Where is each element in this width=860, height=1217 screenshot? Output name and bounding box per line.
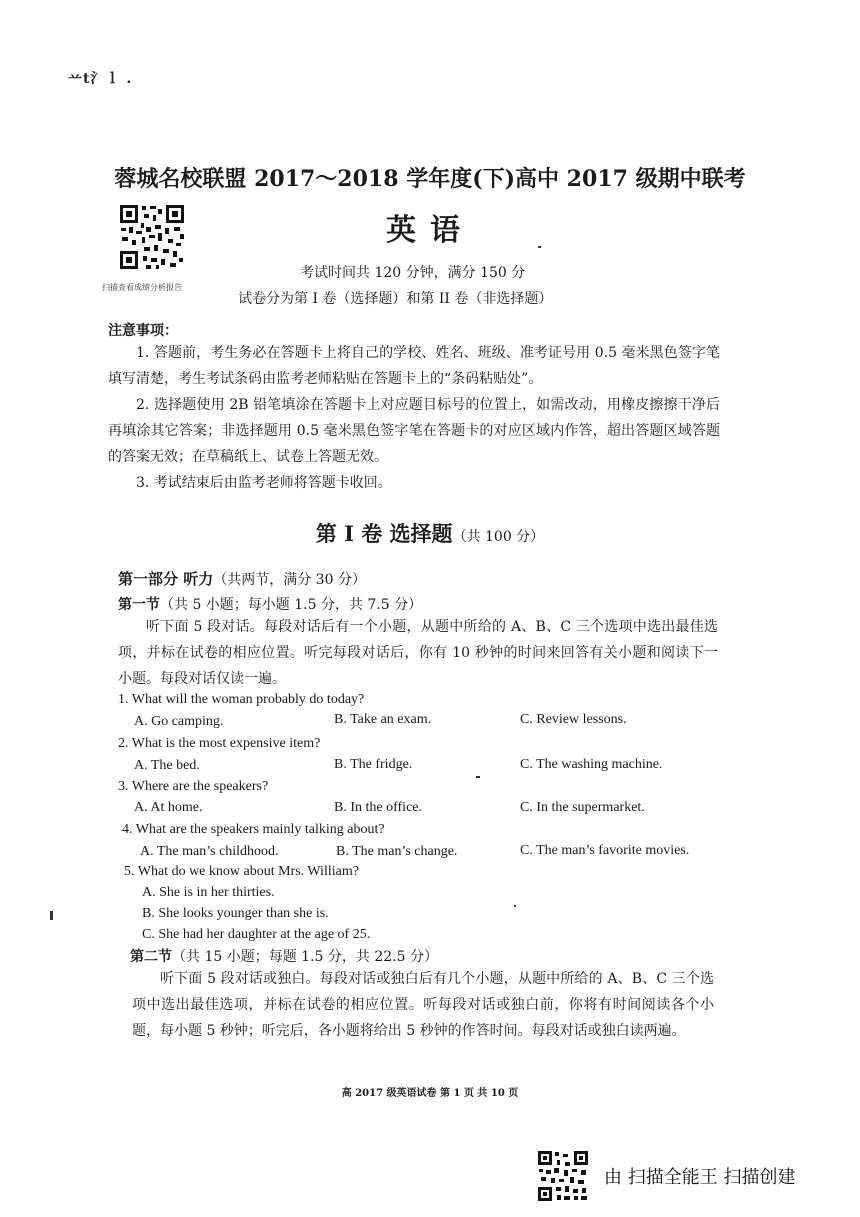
q1-option-c: C. Review lessons.: [520, 712, 627, 727]
sub1-name: 第一节: [118, 597, 160, 613]
q3-option-c: C. In the supermarket.: [520, 800, 645, 815]
part1-title-text: 第 I 卷 选择题: [315, 521, 453, 546]
question-5: 5. What do we know about Mrs. William?: [124, 864, 359, 879]
part1-title: [0, 518, 860, 548]
notice-item-1: 1. 答题前，考生务必在答题卡上将自己的学校、姓名、班级、准考证号用 0.5 毫米黑色签字笔填写清楚，考生考试条码由监考老师粘贴在答题卡上的“条码粘贴处”。: [108, 345, 720, 387]
question-2: 2. What is the most expensive item?: [118, 736, 321, 751]
scan-speck: [50, 911, 53, 920]
scan-speck: [476, 776, 480, 778]
notice-item-2: 2. 选择题使用 2B 铅笔填涂在答题卡上对应题目标号的位置上，如需改动，用橡皮擦擦干净后再填涂其它答案；非选择题用 0.5 毫米黑色签字笔在答题卡的对应区域内作答，超出答题区域答题的答案无效；在草稿纸上、试卷上答题无效。: [108, 397, 720, 465]
sub1-instructions: 听下面 5 段对话。每段对话后有一个小题，从题中所给的 A、B、C 三个选项中选出最佳选项，并标在试卷的相应位置。听完每段对话后，你有 10 秒钟的时间来回答有关小题和阅读下一小题。每段对话仅读一遍。: [118, 619, 718, 687]
top-handwritten-mark: 䒑t氵ｌ .: [68, 71, 133, 87]
q5-option-a: A. She is in her thirties.: [142, 885, 275, 900]
q4-option-b: B. The man’s change.: [336, 844, 458, 859]
scanner-watermark: 由 扫描全能王 扫描创建: [604, 1167, 796, 1188]
q2-option-b: B. The fridge.: [334, 757, 413, 772]
page-footer: 高 2017 级英语试卷 第 1 页 共 10 页: [341, 1088, 519, 1099]
exam-title: 蓉城名校联盟 2017～2018 学年度(下)高中 2017 级期中联考: [114, 166, 746, 192]
sub1-title: [118, 594, 422, 614]
exam-sections-line: 试卷分为第 I 卷（选择题）和第 II 卷（非选择题）: [238, 291, 553, 307]
sub2-instructions: 听下面 5 段对话或独白。每段对话或独白后有几个小题，从题中所给的 A、B、C 三个选项中选出最佳选项，并标在试卷的相应位置。听每段对话或独白前，你将有时间阅读各个小题，每小题 5 秒钟；听完后，各小题将给出 5 秒钟的作答时间。每段对话或独白读两遍。: [132, 971, 714, 1039]
question-3: 3. Where are the speakers?: [118, 779, 269, 794]
scanner-qr-icon: [537, 1150, 589, 1202]
scan-speck: [514, 905, 516, 907]
listening-section-title: [118, 568, 366, 589]
q1-option-b: B. Take an exam.: [334, 712, 432, 727]
q2-option-a: A. The bed.: [134, 758, 200, 773]
notice-item-3: 3. 考试结束后由监考老师将答题卡收回。: [136, 475, 392, 491]
q5-option-b: B. She looks younger than she is.: [142, 906, 329, 921]
question-1: 1. What will the woman probably do today?: [118, 692, 365, 707]
exam-subject: 英语: [386, 213, 474, 248]
q3-option-a: A. At home.: [134, 800, 203, 815]
exam-time-line: 考试时间共 120 分钟，满分 150 分: [300, 265, 526, 281]
sub2-name: 第二节: [130, 949, 172, 965]
sub2-title: [130, 946, 438, 966]
qr-caption: 扫描查看成绩分析报告: [102, 283, 182, 292]
q3-option-b: B. In the office.: [334, 800, 422, 815]
sub2-note: （共 15 小题；每题 1.5 分，共 22.5 分）: [172, 949, 438, 965]
listening-section-name: 第一部分 听力: [118, 570, 214, 588]
q4-option-c: C. The man’s favorite movies.: [520, 843, 690, 858]
sub1-note: （共 5 小题；每小题 1.5 分，共 7.5 分）: [160, 597, 423, 613]
part1-score: （共 100 分）: [452, 529, 545, 545]
question-4: 4. What are the speakers mainly talking about?: [122, 822, 385, 837]
q1-option-a: A. Go camping.: [134, 714, 224, 729]
q2-option-c: C. The washing machine.: [520, 757, 663, 772]
listening-section-note: （共两节，满分 30 分）: [213, 572, 366, 588]
notice-heading: 注意事项：: [108, 323, 178, 339]
q4-option-a: A. The man’s childhood.: [140, 844, 279, 859]
q5-option-c: C. She had her daughter at the age of 25.: [142, 927, 371, 942]
scan-speck: [538, 246, 541, 248]
